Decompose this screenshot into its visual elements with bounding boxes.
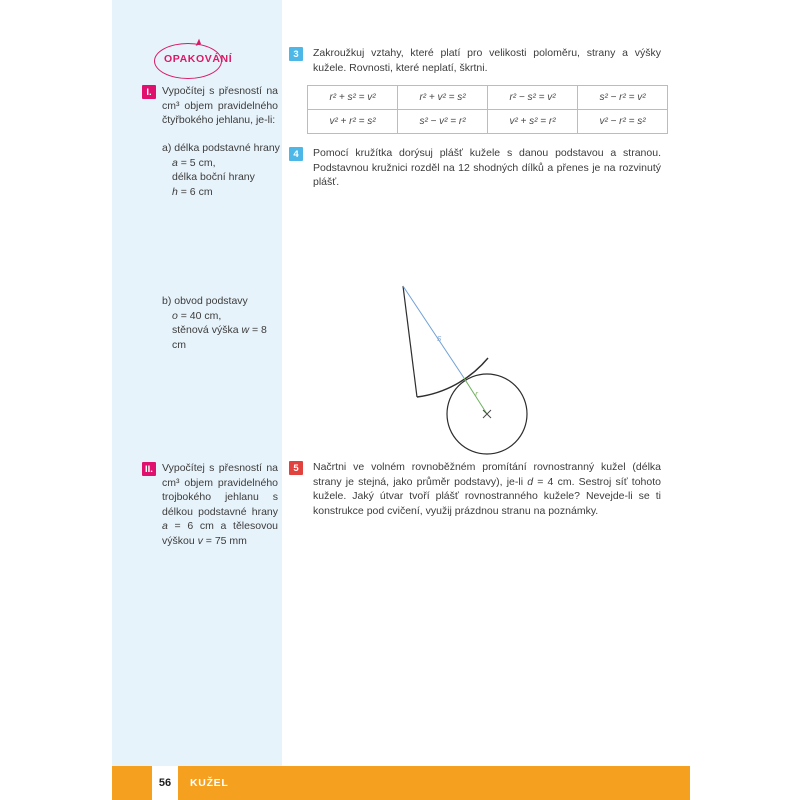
equation-cell: v² + r² = s² (308, 110, 398, 134)
task-number-II: II. (142, 462, 156, 476)
task-I-text: Vypočítej s přesností na cm³ objem pravidelného čtyřbokého jehlanu, je-li: (162, 85, 278, 126)
task-number-3: 3 (289, 47, 303, 61)
item-b-line: b) obvod podstavy (162, 295, 248, 307)
equations-row (308, 110, 668, 134)
review-badge-label: OPAKOVÁNÍ (164, 53, 233, 65)
chapter-title: KUŽEL (190, 777, 229, 789)
equation-cell: s² − v² = r² (398, 110, 488, 134)
task-I-item-b (162, 294, 282, 352)
review-sidebar (112, 0, 282, 766)
task-I-item-a (162, 141, 282, 199)
task-number-4: 4 (289, 147, 303, 161)
radius-label: r (475, 389, 478, 399)
slant-label: s (437, 333, 442, 343)
equations-row (308, 86, 668, 110)
item-a-line: h = 6 cm (172, 185, 213, 198)
task-II-text: Vypočítej s přesností na cm³ objem pravidelného trojbokého jehlanu s délkou podstavné hrany a = 6 cm a tělesovou výškou v = 75 mm (162, 462, 278, 547)
equation-cell: v² + s² = r² (488, 110, 578, 134)
task-4-text: Pomocí kružítka dorýsuj plášť kužele s danou podstavou a stranou. Podstavnou kružnici rozděl na 12 shodných dílků a přenes je na rozvinutý plášť. (313, 147, 661, 188)
task-number-5: 5 (289, 461, 303, 475)
task-3-text: Zakroužkuj vztahy, které platí pro velikosti poloměru, strany a výšky kužele. Rovnosti, které neplatí, škrtni. (313, 47, 661, 74)
page-number: 56 (152, 766, 178, 800)
sector-edge-line (403, 286, 417, 397)
review-badge (154, 43, 264, 81)
item-a-line: a) délka podstavné hrany (162, 142, 280, 154)
task-5-text: Načrtni ve volném rovnoběžném promítání rovnostranný kužel (délka strany je stejná, jako průměr podstavy), je-li d = 4 cm. Sestroj síť tohoto kužele. Jaký útvar tvoří plášť rovnostranného kužele? Nevejde-li se ti konstrukce pod cvičení, využij prázdnou stranu na poznámky. (313, 461, 661, 517)
equation-cell: v² − r² = s² (578, 110, 668, 134)
footer-bar (112, 766, 690, 800)
equation-cell: s² − r² = v² (578, 86, 668, 110)
item-a-line: a = 5 cm, (172, 156, 216, 169)
equation-cell: r² + v² = s² (398, 86, 488, 110)
slant-line-s (403, 286, 464, 378)
item-b-line: stěnová výška w = 8 cm (172, 324, 267, 351)
cone-net-figure (385, 275, 545, 465)
equation-cell: r² + s² = v² (308, 86, 398, 110)
center-mark (483, 410, 491, 418)
item-a-line: délka boční hrany (172, 171, 255, 184)
equations-table (307, 85, 668, 134)
task-number-I: I. (142, 85, 156, 99)
equation-cell: r² − s² = v² (488, 86, 578, 110)
item-b-line: o = 40 cm, (172, 309, 222, 322)
